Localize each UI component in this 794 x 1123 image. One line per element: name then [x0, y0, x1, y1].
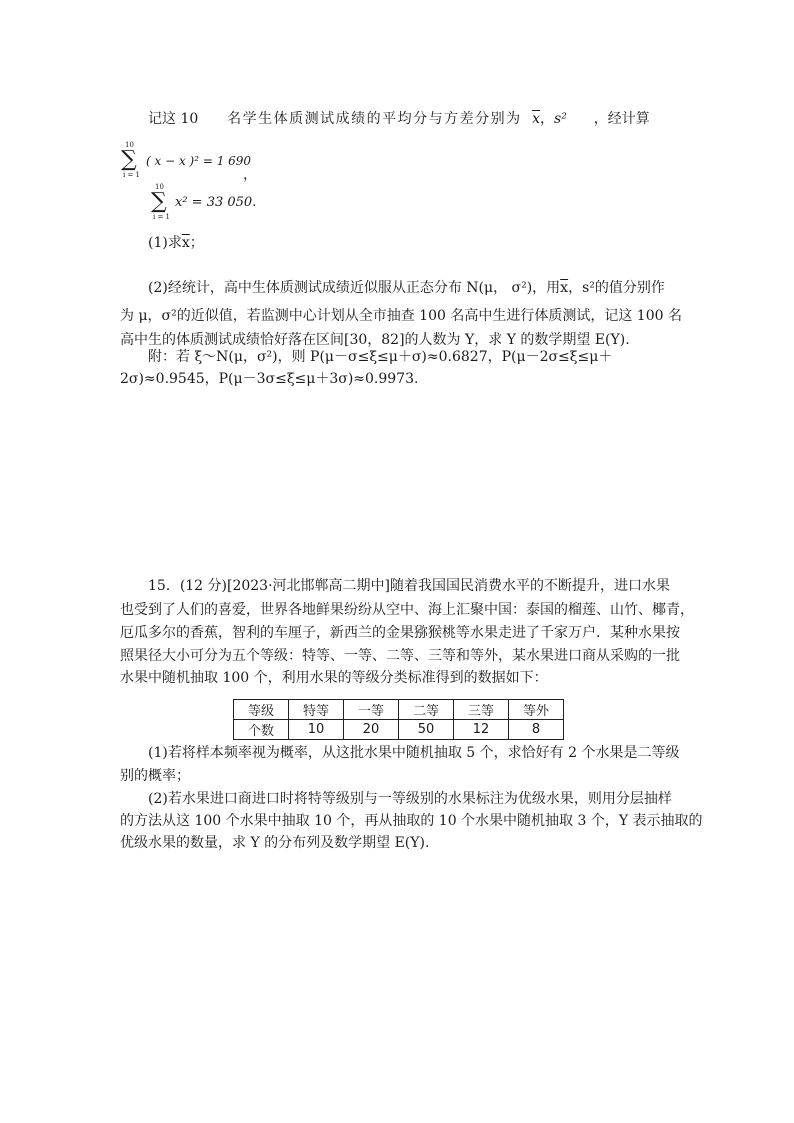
- table-cell: 一等: [344, 700, 399, 720]
- formula1-body: ( x − x )² = 1 690: [146, 154, 252, 168]
- q14-part2-line1: [148, 278, 665, 298]
- sum-upper-limit: 10: [125, 141, 134, 149]
- table-cell: 特等: [289, 700, 344, 720]
- q15-part2-line2: 的方法从这 100 个水果中抽取 10 个，再从抽取的 10 个水果中随机抽取 3 个，Y 表示抽取的: [120, 813, 703, 829]
- q14-part2-l1b: ，s²的值分别作: [568, 280, 665, 296]
- variance-symbol: s²: [554, 111, 567, 127]
- q14-part1-suffix: ；: [189, 235, 204, 251]
- mean-symbol: $\overline{x}$: [181, 235, 190, 251]
- mean-symbol: $\overline{x}$: [532, 111, 541, 127]
- table-cell: 个数: [234, 720, 289, 740]
- table-cell: 等级: [234, 700, 289, 720]
- table-row-header: [234, 700, 564, 720]
- q15-part1-line1: (1)若将样本频率视为概率，从这批水果中随机抽取 5 个，求恰好有 2 个水果是二等级: [148, 745, 680, 761]
- sum-upper-limit: 10: [155, 183, 164, 191]
- q14-line1: [148, 109, 650, 129]
- q14-note-line2: 2σ)≈0.9545，P(μ－3σ≤ξ≤μ＋3σ)≈0.9973.: [120, 371, 419, 387]
- sum-symbol: ∑: [121, 147, 137, 172]
- q14-part1: [148, 233, 204, 253]
- q14-part2-line2: 为 μ，σ²的近似值，若监测中心计划从全市抽查 100 名高中生进行体质测试，记这 100 名: [120, 308, 682, 324]
- q15-part2-line3: 优级水果的数量，求 Y 的分布列及数学期望 E(Y).: [120, 835, 430, 851]
- q14-part2-l1a: (2)经统计，高中生体质测试成绩近似服从正态分布 N(μ， σ²)，用: [148, 280, 561, 296]
- q14-part2-line3: 高中生的体质测试成绩恰好落在区间[30，82]的人数为 Y，求 Y 的数学期望 E(Y).: [120, 332, 630, 348]
- q15-line2: 也受到了人们的喜爱，世界各地鲜果纷纷从空中、海上汇聚中国：泰国的榴莲、山竹、椰青，: [120, 602, 694, 618]
- sum-lower-limit: i = 1: [153, 213, 171, 221]
- q14-line1-b: 名学生体质测试成绩的平均分与方差分别为: [227, 111, 522, 127]
- q15-part2-line1: (2)若水果进口商进口时将特等级别与一等级别的水果标注为优级水果，则用分层抽样: [148, 791, 672, 807]
- table-cell: 10: [289, 720, 344, 740]
- q14-line1-c: ，经计算: [593, 111, 650, 127]
- table-cell: 二等: [399, 700, 454, 720]
- table-cell: 50: [399, 720, 454, 740]
- q14-line1-a: 记这 10: [148, 111, 199, 127]
- q15-part1-line2: 别的概率；: [120, 768, 190, 784]
- table-cell: 等外: [509, 700, 564, 720]
- q15-line1: 15．(12 分)[2023·河北邯郸高二期中]随着我国国民消费水平的不断提升，进口水果: [148, 578, 671, 594]
- table-cell: 12: [454, 720, 509, 740]
- q14-part1-prefix: (1)求: [148, 235, 182, 251]
- table-cell: 8: [509, 720, 564, 740]
- q15-line4: 照果径大小可分为五个等级：特等、一等、二等、三等和等外，某水果进口商从采购的一批: [120, 648, 680, 664]
- mean-symbol: $\overline{x}$: [560, 280, 569, 296]
- comma: ，: [540, 111, 555, 127]
- sum-symbol: ∑: [151, 189, 167, 214]
- table-cell: 20: [344, 720, 399, 740]
- q15-line5: 水果中随机抽取 100 个，利用水果的等级分类标准得到的数据如下：: [120, 670, 548, 686]
- formula1-comma: ，: [243, 167, 257, 183]
- q15-line3: 厄瓜多尔的香蕉，智利的车厘子，新西兰的金果猕猴桃等水果走进了千家万户．某种水果按: [120, 625, 680, 641]
- table-cell: 三等: [454, 700, 509, 720]
- formula2-body: x² = 33 050.: [175, 195, 257, 210]
- sum-lower-limit: i = 1: [123, 171, 141, 179]
- table-row-counts: [234, 720, 564, 740]
- q14-note-line1: 附：若 ξ～N(μ，σ²)，则 P(μ－σ≤ξ≤μ＋σ)≈0.6827，P(μ－2σ≤ξ≤μ＋: [148, 349, 613, 365]
- fruit-grade-table: [233, 699, 564, 740]
